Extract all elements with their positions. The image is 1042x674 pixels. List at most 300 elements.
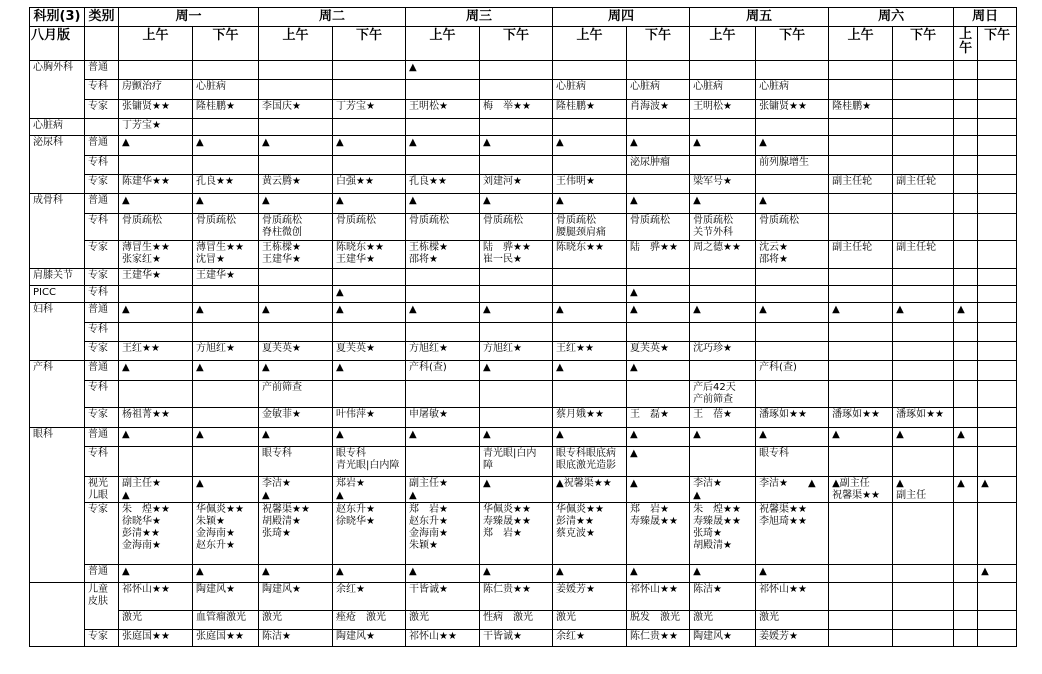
slot-cell: 陶建风★ xyxy=(333,630,406,647)
slot-cell: 产科(查) xyxy=(756,361,829,381)
slot-cell: 张镛贤★★ xyxy=(119,100,193,119)
slot-cell: 余红★ xyxy=(333,583,406,611)
slot-cell: 郑 岩★ 赵东升★ 金海南★ 朱颖★ xyxy=(406,503,480,565)
category-header: 类别 xyxy=(85,8,119,27)
slot-cell: 副主任★ ▲ xyxy=(119,477,193,503)
slot-cell xyxy=(333,61,406,80)
slot-cell: 骨质疏松 xyxy=(756,214,829,241)
slot-cell: ▲ xyxy=(627,565,690,583)
slot-cell xyxy=(333,80,406,100)
corner-dept-label: 科别(3) xyxy=(30,8,85,27)
slot-cell: ▲副主任 祝馨渠★★ xyxy=(829,477,893,503)
slot-cell xyxy=(954,342,978,361)
slot-cell: ▲ xyxy=(193,303,259,323)
slot-cell: 李洁★ ▲ xyxy=(756,477,829,503)
slot-cell xyxy=(954,565,978,583)
slot-cell: 性病 激光 xyxy=(480,611,553,630)
slot-cell xyxy=(627,381,690,408)
slot-cell: 李国庆★ xyxy=(259,100,333,119)
slot-cell: 姜媛芳★ xyxy=(756,630,829,647)
slot-cell xyxy=(978,136,1017,156)
slot-cell xyxy=(119,323,193,342)
slot-cell xyxy=(756,381,829,408)
slot-cell: 眼专科眼底病 眼底激光造影 xyxy=(553,447,627,477)
slot-cell xyxy=(954,214,978,241)
slot-cell: 刘建河★ xyxy=(480,175,553,194)
slot-cell: ▲ xyxy=(259,361,333,381)
slot-cell xyxy=(259,80,333,100)
sun-pm-header: 下午 xyxy=(978,27,1017,61)
slot-cell xyxy=(690,286,756,303)
slot-cell: ▲ xyxy=(690,303,756,323)
slot-cell xyxy=(406,286,480,303)
slot-cell: 眼专科 青光眼|白内障 xyxy=(333,447,406,477)
category-cell: 专家 xyxy=(85,100,119,119)
slot-cell: ▲ xyxy=(954,477,978,503)
slot-cell: ▲ xyxy=(954,428,978,447)
slot-cell xyxy=(954,156,978,175)
slot-cell: ▲ xyxy=(333,361,406,381)
slot-cell xyxy=(119,447,193,477)
header-row-halfday xyxy=(30,27,1017,61)
slot-cell: 祝馨渠★★ 胡殿清★ 张琦★ xyxy=(259,503,333,565)
slot-cell: 华佩炎★★ 朱颖★ 金海南★ 赵东升★ xyxy=(193,503,259,565)
slot-cell: 心脏病 xyxy=(193,80,259,100)
slot-cell xyxy=(893,323,954,342)
slot-cell: ▲ xyxy=(627,361,690,381)
slot-cell: 血管瘤激光 xyxy=(193,611,259,630)
slot-cell: 周之德★★ xyxy=(690,241,756,269)
slot-cell xyxy=(829,323,893,342)
slot-cell xyxy=(978,175,1017,194)
category-cell: 儿童 皮肤 xyxy=(85,583,119,630)
slot-cell: ▲ xyxy=(627,303,690,323)
category-cell: 普通 xyxy=(85,428,119,447)
slot-cell xyxy=(954,323,978,342)
slot-cell: 王建华★ xyxy=(193,269,259,286)
category-cell: 专家 xyxy=(85,175,119,194)
day-header-mon: 周一 xyxy=(119,8,259,27)
slot-cell: 祁怀山★★ xyxy=(119,583,193,611)
slot-cell xyxy=(259,286,333,303)
schedule-row xyxy=(30,323,1017,342)
slot-cell xyxy=(829,214,893,241)
slot-cell: 张庭国★★ xyxy=(193,630,259,647)
day-header-sat: 周六 xyxy=(829,8,954,27)
slot-cell: ▲ xyxy=(406,428,480,447)
slot-cell: ▲ xyxy=(406,565,480,583)
category-cell xyxy=(85,119,119,136)
slot-cell xyxy=(829,194,893,214)
slot-cell: ▲ xyxy=(553,361,627,381)
dept-cell: 泌尿科 xyxy=(30,136,85,194)
mon-pm-header: 下午 xyxy=(193,27,259,61)
schedule-row xyxy=(30,100,1017,119)
slot-cell: 丁芳宝★ xyxy=(119,119,193,136)
slot-cell xyxy=(690,361,756,381)
slot-cell xyxy=(954,447,978,477)
mon-am-header: 上午 xyxy=(119,27,193,61)
slot-cell xyxy=(954,61,978,80)
slot-cell: ▲ xyxy=(119,361,193,381)
slot-cell xyxy=(829,342,893,361)
slot-cell: 郑岩★ ▲ xyxy=(333,477,406,503)
slot-cell: 痤疮 激光 xyxy=(333,611,406,630)
slot-cell xyxy=(553,286,627,303)
slot-cell xyxy=(259,269,333,286)
dept-cell: 妇科 xyxy=(30,303,85,361)
slot-cell xyxy=(893,194,954,214)
slot-cell: 骨质疏松 xyxy=(119,214,193,241)
slot-cell xyxy=(756,119,829,136)
slot-cell: 潘琢如★★ xyxy=(893,408,954,428)
slot-cell: 眼专科 xyxy=(259,447,333,477)
slot-cell xyxy=(333,323,406,342)
slot-cell xyxy=(193,61,259,80)
slot-cell: 心脏病 xyxy=(690,80,756,100)
slot-cell: 产前筛查 xyxy=(259,381,333,408)
slot-cell xyxy=(406,323,480,342)
schedule-row xyxy=(30,61,1017,80)
slot-cell: 陆 骅★★ 崔一民★ xyxy=(480,241,553,269)
slot-cell: ▲ xyxy=(627,286,690,303)
header-row-days xyxy=(30,8,1017,27)
slot-cell: ▲ xyxy=(480,194,553,214)
category-cell: 普通 xyxy=(85,565,119,583)
slot-cell: ▲ xyxy=(193,477,259,503)
slot-cell xyxy=(829,565,893,583)
slot-cell: ▲ xyxy=(627,194,690,214)
slot-cell xyxy=(829,583,893,611)
category-cell: 专家 xyxy=(85,241,119,269)
slot-cell: 激光 xyxy=(756,611,829,630)
slot-cell xyxy=(480,156,553,175)
category-cell: 普通 xyxy=(85,136,119,156)
slot-cell xyxy=(954,80,978,100)
slot-cell xyxy=(627,175,690,194)
category-cell: 普通 xyxy=(85,194,119,214)
dept-cell: 眼科 xyxy=(30,428,85,583)
slot-cell xyxy=(978,447,1017,477)
slot-cell xyxy=(119,61,193,80)
slot-cell xyxy=(978,381,1017,408)
slot-cell: 产科(查) xyxy=(406,361,480,381)
slot-cell xyxy=(406,447,480,477)
slot-cell: 祝馨渠★★ 李旭琦★★ xyxy=(756,503,829,565)
slot-cell: ▲ xyxy=(553,194,627,214)
category-cell: 普通 xyxy=(85,61,119,80)
category-cell: 专科 xyxy=(85,156,119,175)
slot-cell xyxy=(756,323,829,342)
slot-cell xyxy=(978,286,1017,303)
slot-cell: 泌尿肿瘤 xyxy=(627,156,690,175)
slot-cell: ▲ xyxy=(333,428,406,447)
wed-pm-header: 下午 xyxy=(480,27,553,61)
slot-cell xyxy=(193,286,259,303)
slot-cell: 心脏病 xyxy=(627,80,690,100)
dept-cell: 产科 xyxy=(30,361,85,428)
slot-cell xyxy=(978,611,1017,630)
slot-cell xyxy=(978,194,1017,214)
slot-cell: 陈仁贵★★ xyxy=(627,630,690,647)
slot-cell xyxy=(893,447,954,477)
schedule-row xyxy=(30,565,1017,583)
slot-cell: ▲ xyxy=(893,303,954,323)
slot-cell: 陈建华★★ xyxy=(119,175,193,194)
category-cell: 专科 xyxy=(85,381,119,408)
slot-cell: ▲ xyxy=(333,136,406,156)
slot-cell xyxy=(893,80,954,100)
schedule-row xyxy=(30,286,1017,303)
slot-cell: ▲ xyxy=(553,136,627,156)
slot-cell: 孔良★★ xyxy=(406,175,480,194)
slot-cell: 沈云★ 邵将★ xyxy=(756,241,829,269)
slot-cell xyxy=(978,156,1017,175)
slot-cell: ▲ xyxy=(480,303,553,323)
slot-cell: 陈洁★ xyxy=(259,630,333,647)
category-cell: 专家 xyxy=(85,408,119,428)
slot-cell: 方旭红★ xyxy=(193,342,259,361)
slot-cell: 余红★ xyxy=(553,630,627,647)
slot-cell: ▲ xyxy=(627,136,690,156)
slot-cell: 骨质疏松 xyxy=(480,214,553,241)
schedule-row xyxy=(30,408,1017,428)
slot-cell: ▲ xyxy=(119,565,193,583)
slot-cell: 骨质疏松 xyxy=(193,214,259,241)
slot-cell xyxy=(954,286,978,303)
category-cell: 专科 xyxy=(85,214,119,241)
dept-cell: 心胸外科 xyxy=(30,61,85,119)
slot-cell xyxy=(553,323,627,342)
slot-cell xyxy=(978,342,1017,361)
slot-cell xyxy=(193,381,259,408)
slot-cell: ▲ xyxy=(627,447,690,477)
slot-cell: 心脏病 xyxy=(756,80,829,100)
category-cell: 专家 xyxy=(85,630,119,647)
slot-cell: 骨质疏松 关节外科 xyxy=(690,214,756,241)
slot-cell xyxy=(893,361,954,381)
slot-cell: 祁怀山★★ xyxy=(406,630,480,647)
schedule-row xyxy=(30,428,1017,447)
slot-cell xyxy=(480,381,553,408)
slot-cell: 夏芙英★ xyxy=(627,342,690,361)
schedule-row xyxy=(30,241,1017,269)
slot-cell: ▲ xyxy=(690,565,756,583)
slot-cell xyxy=(690,156,756,175)
slot-cell: 骨质疏松 脊柱微创 xyxy=(259,214,333,241)
day-header-tue: 周二 xyxy=(259,8,406,27)
slot-cell: ▲ xyxy=(193,428,259,447)
slot-cell xyxy=(690,119,756,136)
slot-cell: 王红★★ xyxy=(553,342,627,361)
slot-cell xyxy=(954,269,978,286)
schedule-row xyxy=(30,630,1017,647)
slot-cell: 夏芙英★ xyxy=(333,342,406,361)
slot-cell: 骨质疏松 xyxy=(627,214,690,241)
slot-cell xyxy=(829,286,893,303)
slot-cell xyxy=(954,194,978,214)
slot-cell xyxy=(978,361,1017,381)
slot-cell: 张镛贤★★ xyxy=(756,100,829,119)
slot-cell: 华佩炎★★ 寿臻晟★★ 郑 岩★ xyxy=(480,503,553,565)
tue-am-header: 上午 xyxy=(259,27,333,61)
slot-cell xyxy=(690,447,756,477)
slot-cell xyxy=(829,630,893,647)
slot-cell xyxy=(690,61,756,80)
slot-cell: 脱发 激光 xyxy=(627,611,690,630)
schedule-row xyxy=(30,119,1017,136)
slot-cell: ▲ xyxy=(627,428,690,447)
slot-cell: 赵东升★ 徐晓华★ xyxy=(333,503,406,565)
slot-cell xyxy=(893,61,954,80)
slot-cell: ▲ xyxy=(893,428,954,447)
slot-cell xyxy=(893,565,954,583)
slot-cell: ▲ xyxy=(193,194,259,214)
slot-cell: ▲ xyxy=(259,303,333,323)
schedule-row xyxy=(30,80,1017,100)
slot-cell: ▲ xyxy=(259,136,333,156)
day-header-sun: 周日 xyxy=(954,8,1017,27)
slot-cell: 梅 举★★ xyxy=(480,100,553,119)
slot-cell: 王 磊★ xyxy=(627,408,690,428)
slot-cell xyxy=(119,381,193,408)
slot-cell: 方旭红★ xyxy=(406,342,480,361)
slot-cell xyxy=(893,100,954,119)
slot-cell: ▲ xyxy=(553,565,627,583)
slot-cell: 激光 xyxy=(553,611,627,630)
slot-cell xyxy=(954,611,978,630)
schedule-row xyxy=(30,269,1017,286)
slot-cell: ▲ xyxy=(553,428,627,447)
schedule-body xyxy=(30,61,1017,647)
day-header-thu: 周四 xyxy=(553,8,690,27)
slot-cell: 姜媛芳★ xyxy=(553,583,627,611)
slot-cell xyxy=(756,286,829,303)
slot-cell: 陈仁贵★★ xyxy=(480,583,553,611)
slot-cell xyxy=(480,80,553,100)
category-cell: 专科 xyxy=(85,323,119,342)
slot-cell: 白强★★ xyxy=(333,175,406,194)
day-header-wed: 周三 xyxy=(406,8,553,27)
slot-cell: 产后42天 产前筛查 xyxy=(690,381,756,408)
slot-cell xyxy=(978,583,1017,611)
slot-cell xyxy=(978,119,1017,136)
slot-cell xyxy=(193,323,259,342)
slot-cell xyxy=(553,269,627,286)
dept-cell: 肩膝关节 xyxy=(30,269,85,286)
slot-cell xyxy=(480,286,553,303)
slot-cell: ▲ xyxy=(756,303,829,323)
slot-cell xyxy=(893,630,954,647)
slot-cell: 杨祖菁★★ xyxy=(119,408,193,428)
slot-cell: 副主任轮 xyxy=(829,241,893,269)
slot-cell xyxy=(954,583,978,611)
category-cell: 专家 xyxy=(85,342,119,361)
slot-cell: 金敏菲★ xyxy=(259,408,333,428)
slot-cell xyxy=(978,100,1017,119)
slot-cell: ▲ xyxy=(829,303,893,323)
dept-cell: 心脏病 xyxy=(30,119,85,136)
category-header-blank xyxy=(85,27,119,61)
schedule-row xyxy=(30,583,1017,611)
slot-cell: 陶建风★ xyxy=(690,630,756,647)
slot-cell xyxy=(954,119,978,136)
slot-cell: ▲ xyxy=(978,565,1017,583)
sat-pm-header: 下午 xyxy=(893,27,954,61)
slot-cell: 干皆诚★ xyxy=(480,630,553,647)
slot-cell xyxy=(756,269,829,286)
slot-cell xyxy=(893,503,954,565)
slot-cell xyxy=(893,583,954,611)
thu-am-header: 上午 xyxy=(553,27,627,61)
slot-cell xyxy=(978,503,1017,565)
slot-cell: 激光 xyxy=(690,611,756,630)
slot-cell xyxy=(893,156,954,175)
wed-am-header: 上午 xyxy=(406,27,480,61)
slot-cell: ▲ 副主任 xyxy=(893,477,954,503)
slot-cell: 青光眼|白内 障 xyxy=(480,447,553,477)
category-cell: 专家 xyxy=(85,269,119,286)
slot-cell: 隆桂鹏★ xyxy=(553,100,627,119)
slot-cell xyxy=(553,156,627,175)
schedule-row xyxy=(30,214,1017,241)
schedule-row xyxy=(30,175,1017,194)
slot-cell xyxy=(690,323,756,342)
slot-cell xyxy=(193,447,259,477)
slot-cell: 黄云腾★ xyxy=(259,175,333,194)
slot-cell: 陈洁★ xyxy=(690,583,756,611)
thu-pm-header: 下午 xyxy=(627,27,690,61)
schedule-row xyxy=(30,194,1017,214)
schedule-row xyxy=(30,611,1017,630)
slot-cell xyxy=(553,61,627,80)
slot-cell: 陶建风★ xyxy=(259,583,333,611)
slot-cell xyxy=(333,381,406,408)
slot-cell: 郑 岩★ 寿臻晟★★ xyxy=(627,503,690,565)
slot-cell xyxy=(954,241,978,269)
slot-cell: ▲ xyxy=(259,565,333,583)
slot-cell: ▲ xyxy=(406,194,480,214)
slot-cell: ▲ xyxy=(756,565,829,583)
slot-cell: 激光 xyxy=(259,611,333,630)
slot-cell xyxy=(893,269,954,286)
slot-cell: 夏芙英★ xyxy=(259,342,333,361)
slot-cell: 陶建风★ xyxy=(193,583,259,611)
slot-cell xyxy=(954,175,978,194)
slot-cell xyxy=(756,175,829,194)
slot-cell: 副主任轮 xyxy=(893,241,954,269)
slot-cell: 副主任★ ▲ xyxy=(406,477,480,503)
slot-cell: ▲ xyxy=(480,428,553,447)
slot-cell: 王栋樑★ 邵将★ xyxy=(406,241,480,269)
slot-cell xyxy=(480,323,553,342)
slot-cell: 骨质疏松 xyxy=(406,214,480,241)
schedule-row xyxy=(30,447,1017,477)
schedule-row xyxy=(30,342,1017,361)
slot-cell xyxy=(978,428,1017,447)
slot-cell: 薄冒生★★ 沈冒★ xyxy=(193,241,259,269)
slot-cell: ▲ xyxy=(193,361,259,381)
slot-cell xyxy=(829,61,893,80)
slot-cell xyxy=(627,61,690,80)
fri-pm-header: 下午 xyxy=(756,27,829,61)
slot-cell xyxy=(119,156,193,175)
slot-cell: 骨质疏松 腰腿颈肩痛 xyxy=(553,214,627,241)
schedule-row xyxy=(30,156,1017,175)
slot-cell xyxy=(893,342,954,361)
slot-cell xyxy=(829,447,893,477)
slot-cell: 梁军号★ xyxy=(690,175,756,194)
